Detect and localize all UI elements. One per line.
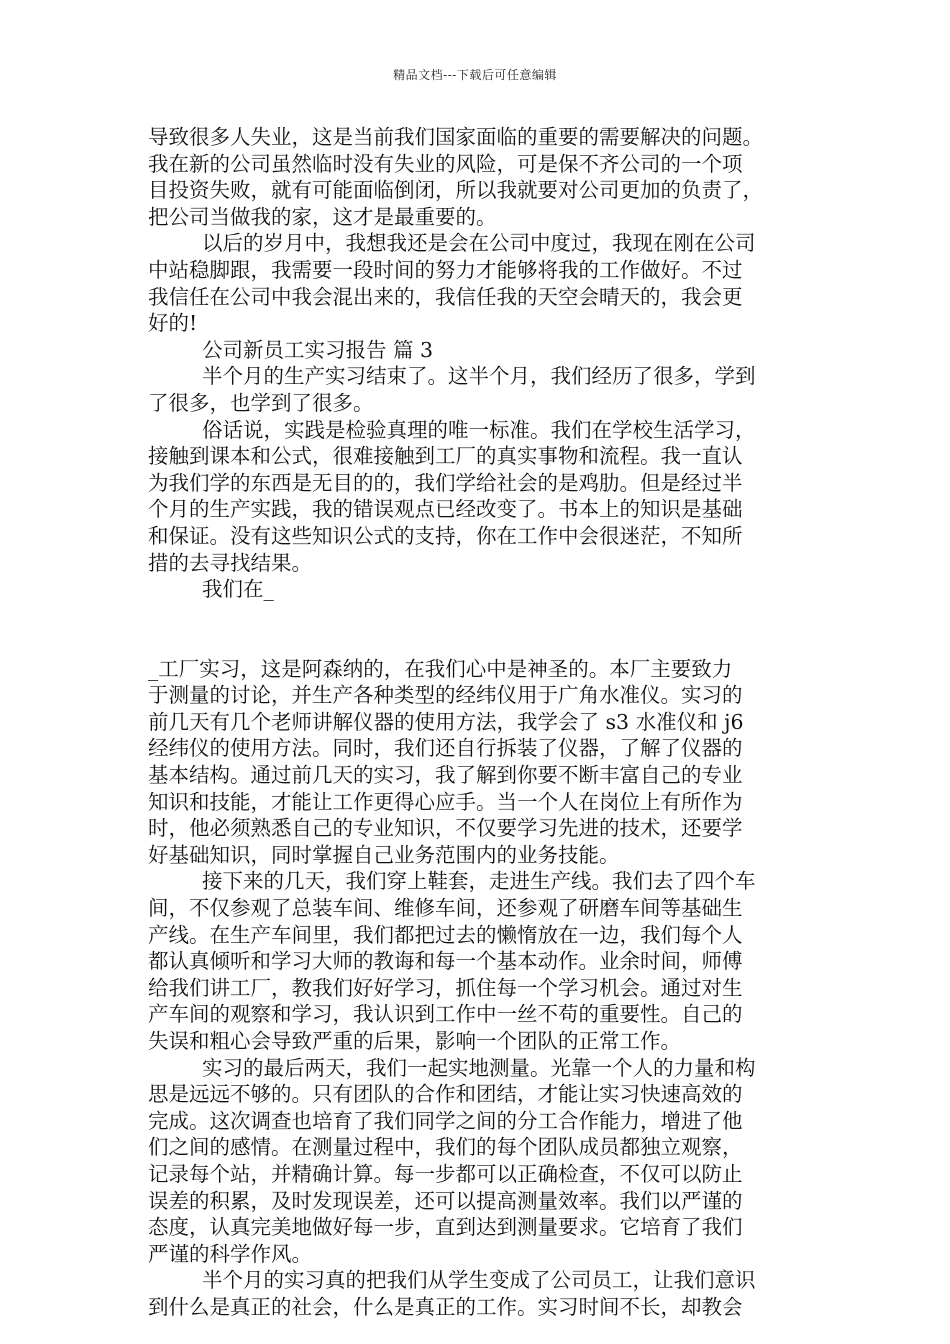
text-line: 基本结构。通过前几天的实习，我了解到你要不断丰富自己的专业 — [148, 763, 743, 788]
text-line: 严谨的科学作风。 — [148, 1241, 312, 1266]
text-line: 个月的生产实践，我的错误观点已经改变了。书本上的知识是基础 — [148, 497, 743, 522]
text-line: 前几天有几个老师讲解仪器的使用方法，我学会了 s3 水准仪和 j6 — [148, 709, 744, 734]
text-line: 导致很多人失业，这是当前我们国家面临的重要的需要解决的问题。 — [148, 125, 763, 149]
text-line: 半个月的实习真的把我们从学生变成了公司员工，让我们意识 — [202, 1268, 756, 1293]
text-block-before-gap — [148, 124, 808, 603]
text-line: 把公司当做我的家，这才是最重要的。 — [148, 204, 497, 229]
text-line: 产车间的观察和学习，我认识到工作中一丝不苟的重要性。自己的 — [148, 1002, 743, 1027]
text-line: 间，不仅参观了总装车间、维修车间，还参观了研磨车间等基础生 — [148, 896, 743, 921]
text-line: 中站稳脚跟，我需要一段时间的努力才能够将我的工作做好。不过 — [148, 257, 743, 282]
text-line: 措的去寻找结果。 — [148, 550, 312, 575]
text-line: 实习的最后两天，我们一起实地测量。光靠一个人的力量和构 — [202, 1055, 756, 1080]
text-line: 经纬仪的使用方法。同时，我们还自行拆装了仪器，了解了仪器的 — [148, 736, 743, 761]
text-line: 我在新的公司虽然临时没有失业的风险，可是保不齐公司的一个项 — [148, 151, 743, 176]
text-line: 我信任在公司中我会混出来的，我信任我的天空会晴天的，我会更 — [148, 284, 743, 309]
document-body — [148, 124, 808, 1321]
text-line: 态度，认真完美地做好每一步，直到达到测量要求。它培育了我们 — [148, 1215, 743, 1240]
text-line: 好的! — [148, 311, 198, 336]
text-line: 了很多，也学到了很多。 — [148, 390, 374, 415]
text-block-after-gap — [148, 656, 808, 1321]
text-line: 时，他必须熟悉自己的专业知识，不仅要学习先进的技术，还要学 — [148, 816, 743, 841]
text-line: 误差的积累，及时发现误差，还可以提高测量效率。我们以严谨的 — [148, 1188, 743, 1213]
text-line: 目投资失败，就有可能面临倒闭，所以我就要对公司更加的负责了， — [148, 178, 763, 203]
text-line: 我们在_ — [202, 577, 274, 602]
text-line: 们之间的感情。在测量过程中，我们的每个团队成员都独立观察， — [148, 1135, 743, 1160]
text-line: _工厂实习，这是阿森纳的，在我们心中是神圣的。本厂主要致力 — [148, 656, 733, 681]
text-line: 都认真倾听和学习大师的教诲和每一个基本动作。业余时间，师傅 — [148, 949, 743, 974]
text-line: 于测量的讨论，并生产各种类型的经纬仪用于广角水准仪。实习的 — [148, 683, 743, 708]
text-line: 记录每个站，并精确计算。每一步都可以正确检查，不仅可以防止 — [148, 1161, 743, 1186]
page-header: 精品文档---下载后可任意编辑 — [393, 68, 557, 82]
text-line: 给我们讲工厂，教我们好好学习，抓住每一个学习机会。通过对生 — [148, 975, 743, 1000]
text-line: 产线。在生产车间里，我们都把过去的懒惰放在一边，我们每个人 — [148, 922, 743, 947]
text-line: 好基础知识，同时掌握自己业务范围内的业务技能。 — [148, 842, 620, 867]
text-line: 接下来的几天，我们穿上鞋套，走进生产线。我们去了四个车 — [202, 869, 756, 894]
text-line: 半个月的生产实习结束了。这半个月，我们经历了很多，学到 — [202, 364, 756, 389]
text-line: 接触到课本和公式，很难接触到工厂的真实事物和流程。我一直认 — [148, 444, 743, 469]
text-line: 失误和粗心会导致严重的后果，影响一个团队的正常工作。 — [148, 1029, 681, 1053]
blank-gap — [148, 603, 808, 656]
text-line: 俗话说，实践是检验真理的唯一标准。我们在学校生活学习， — [202, 417, 756, 442]
text-line: 为我们学的东西是无目的的，我们学给社会的是鸡肋。但是经过半 — [148, 470, 743, 495]
text-line: 以后的岁月中，我想我还是会在公司中度过，我现在刚在公司 — [202, 231, 756, 256]
text-line: 思是远远不够的。只有团队的合作和团结，才能让实习快速高效的 — [148, 1082, 743, 1107]
text-line: 公司新员工实习报告 篇 3 — [202, 337, 434, 362]
text-line: 完成。这次调查也培育了我们同学之间的分工合作能力，增进了他 — [148, 1108, 743, 1133]
text-line: 知识和技能，才能让工作更得心应手。当一个人在岗位上有所作为 — [148, 789, 743, 814]
text-line: 和保证。没有这些知识公式的支持，你在工作中会很迷茫，不知所 — [148, 523, 743, 548]
text-line: 到什么是真正的社会，什么是真正的工作。实习时间不长，却教会 — [148, 1294, 743, 1319]
